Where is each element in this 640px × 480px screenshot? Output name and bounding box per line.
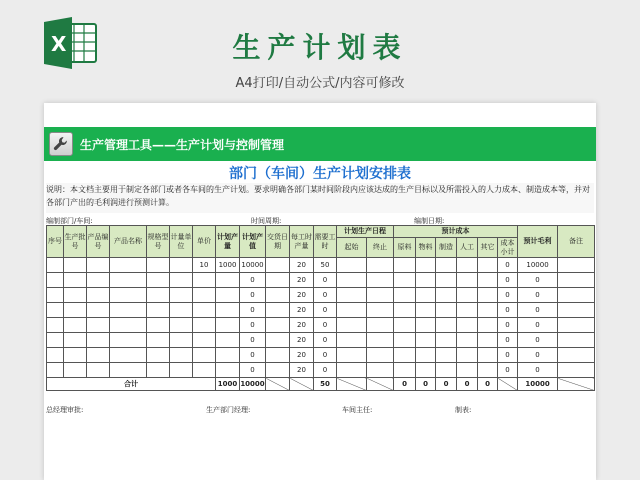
seq-cell[interactable] xyxy=(47,303,64,318)
total-profit: 10000 xyxy=(518,378,558,391)
unit-cell[interactable] xyxy=(170,333,193,348)
end-cell[interactable] xyxy=(367,348,394,363)
end-cell[interactable] xyxy=(367,288,394,303)
total-output: 1000 xyxy=(216,378,240,391)
supplies-cell[interactable] xyxy=(416,288,436,303)
manufacturing-cell[interactable] xyxy=(436,348,457,363)
supplies-cell[interactable] xyxy=(416,303,436,318)
hourly-cell[interactable]: 20 xyxy=(290,348,314,363)
notes-cell[interactable] xyxy=(558,348,595,363)
delivery-cell[interactable] xyxy=(266,303,290,318)
spec-cell[interactable] xyxy=(147,273,170,288)
diag-cell xyxy=(337,378,367,391)
col-supplies: 物料 xyxy=(416,238,436,258)
col-other: 其它 xyxy=(478,238,498,258)
hours-cell[interactable]: 0 xyxy=(314,318,337,333)
spec-cell[interactable] xyxy=(147,303,170,318)
end-cell[interactable] xyxy=(367,363,394,378)
end-cell[interactable] xyxy=(367,273,394,288)
col-end: 终止 xyxy=(367,238,394,258)
table-row xyxy=(47,288,595,303)
end-cell[interactable] xyxy=(367,318,394,333)
product-name-cell[interactable] xyxy=(110,288,147,303)
material-cell[interactable] xyxy=(394,363,416,378)
material-cell[interactable] xyxy=(394,303,416,318)
manufacturing-cell[interactable] xyxy=(436,258,457,273)
product-code-cell[interactable] xyxy=(87,258,110,273)
table-row xyxy=(47,318,595,333)
profit-cell[interactable]: 0 xyxy=(518,333,558,348)
supplies-cell[interactable] xyxy=(416,333,436,348)
diag-cell xyxy=(290,378,314,391)
col-spec: 规格型号 xyxy=(147,226,170,258)
manufacturing-cell[interactable] xyxy=(436,303,457,318)
diag-cell xyxy=(266,378,290,391)
other-cell[interactable] xyxy=(478,333,498,348)
subtotal-cell[interactable]: 0 xyxy=(498,363,518,378)
unit-cell[interactable] xyxy=(170,288,193,303)
profit-cell[interactable]: 0 xyxy=(518,363,558,378)
product-code-cell[interactable] xyxy=(87,303,110,318)
spec-cell[interactable] xyxy=(147,318,170,333)
profit-cell[interactable]: 0 xyxy=(518,348,558,363)
dept-manager-label: 生产部门经理: xyxy=(206,406,251,414)
price-cell[interactable] xyxy=(193,273,216,288)
col-gross-profit: 预计毛利 xyxy=(518,226,558,258)
hours-cell[interactable]: 0 xyxy=(314,273,337,288)
hours-cell[interactable]: 0 xyxy=(314,303,337,318)
product-code-cell[interactable] xyxy=(87,348,110,363)
totals-label: 合计 xyxy=(47,378,216,391)
batch-cell[interactable] xyxy=(64,288,87,303)
value-cell[interactable]: 10000 xyxy=(240,258,266,273)
unit-cell[interactable] xyxy=(170,348,193,363)
delivery-cell[interactable] xyxy=(266,348,290,363)
labor-cell[interactable] xyxy=(457,258,478,273)
col-unit: 计量单位 xyxy=(170,226,193,258)
excel-logo-letter: X xyxy=(51,32,67,56)
value-cell[interactable]: 0 xyxy=(240,333,266,348)
total-value: 10000 xyxy=(240,378,266,391)
plan-table xyxy=(46,225,595,391)
total-other: 0 xyxy=(478,378,498,391)
col-price: 单价 xyxy=(193,226,216,258)
hours-cell[interactable]: 0 xyxy=(314,363,337,378)
supplies-cell[interactable] xyxy=(416,258,436,273)
col-product-name: 产品名称 xyxy=(110,226,147,258)
notes-cell[interactable] xyxy=(558,288,595,303)
col-cost-subtotal: 成本小计 xyxy=(498,238,518,258)
table-row xyxy=(47,258,595,273)
delivery-cell[interactable] xyxy=(266,273,290,288)
delivery-cell[interactable] xyxy=(266,363,290,378)
notes-cell[interactable] xyxy=(558,318,595,333)
other-cell[interactable] xyxy=(478,348,498,363)
sheet-title: 部门（车间）生产计划安排表 xyxy=(229,166,411,182)
other-cell[interactable] xyxy=(478,303,498,318)
seq-cell[interactable] xyxy=(47,318,64,333)
output-cell[interactable] xyxy=(216,333,240,348)
table-row xyxy=(47,273,595,288)
seq-cell[interactable] xyxy=(47,333,64,348)
hourly-cell[interactable]: 20 xyxy=(290,258,314,273)
spec-cell[interactable] xyxy=(147,258,170,273)
col-hours-needed: 需要工时 xyxy=(314,226,337,258)
col-product-code: 产品编号 xyxy=(87,226,110,258)
labor-cell[interactable] xyxy=(457,273,478,288)
spec-cell[interactable] xyxy=(147,333,170,348)
wrench-icon xyxy=(49,132,73,156)
total-supplies: 0 xyxy=(416,378,436,391)
product-name-cell[interactable] xyxy=(110,258,147,273)
output-cell[interactable] xyxy=(216,348,240,363)
supplies-cell[interactable] xyxy=(416,363,436,378)
manufacturing-cell[interactable] xyxy=(436,333,457,348)
col-start: 起始 xyxy=(337,238,367,258)
profit-cell[interactable]: 0 xyxy=(518,303,558,318)
hourly-cell[interactable]: 20 xyxy=(290,363,314,378)
other-cell[interactable] xyxy=(478,258,498,273)
page-subtitle: A4打印/自动公式/内容可修改 xyxy=(235,76,405,91)
spec-cell[interactable] xyxy=(147,288,170,303)
notes-cell[interactable] xyxy=(558,333,595,348)
notes-cell[interactable] xyxy=(558,258,595,273)
col-plan-value: 计划产值 xyxy=(240,226,266,258)
unit-cell[interactable] xyxy=(170,273,193,288)
output-cell[interactable] xyxy=(216,303,240,318)
table-row xyxy=(47,348,595,363)
material-cell[interactable] xyxy=(394,258,416,273)
subtotal-cell[interactable]: 0 xyxy=(498,318,518,333)
table-row xyxy=(47,363,595,378)
output-cell[interactable]: 1000 xyxy=(216,258,240,273)
value-cell[interactable]: 0 xyxy=(240,303,266,318)
unit-cell[interactable] xyxy=(170,318,193,333)
labor-cell[interactable] xyxy=(457,363,478,378)
delivery-cell[interactable] xyxy=(266,333,290,348)
subtotal-cell[interactable]: 0 xyxy=(498,258,518,273)
subtotal-cell[interactable]: 0 xyxy=(498,273,518,288)
notes-cell[interactable] xyxy=(558,303,595,318)
col-plan-output: 计划产量 xyxy=(216,226,240,258)
dept-label: 编制部门/车间: xyxy=(46,217,93,225)
col-batch: 生产批号 xyxy=(64,226,87,258)
product-code-cell[interactable] xyxy=(87,288,110,303)
batch-cell[interactable] xyxy=(64,348,87,363)
product-code-cell[interactable] xyxy=(87,333,110,348)
table-row xyxy=(47,303,595,318)
labor-cell[interactable] xyxy=(457,318,478,333)
batch-cell[interactable] xyxy=(64,318,87,333)
material-cell[interactable] xyxy=(394,318,416,333)
value-cell[interactable]: 0 xyxy=(240,348,266,363)
unit-cell[interactable] xyxy=(170,258,193,273)
product-name-cell[interactable] xyxy=(110,273,147,288)
supplies-cell[interactable] xyxy=(416,348,436,363)
other-cell[interactable] xyxy=(478,273,498,288)
batch-cell[interactable] xyxy=(64,258,87,273)
col-hourly-output: 每工时产量 xyxy=(290,226,314,258)
date-label: 编制日期: xyxy=(414,217,445,225)
notes-cell[interactable] xyxy=(558,273,595,288)
price-cell[interactable] xyxy=(193,333,216,348)
hourly-cell[interactable]: 20 xyxy=(290,273,314,288)
product-code-cell[interactable] xyxy=(87,363,110,378)
period-label: 时间周期: xyxy=(251,217,282,225)
product-code-cell[interactable] xyxy=(87,273,110,288)
price-cell[interactable] xyxy=(193,348,216,363)
table-row xyxy=(47,333,595,348)
end-cell[interactable] xyxy=(367,303,394,318)
sheet-description: 说明：本文档主要用于制定各部门或者各车间的生产计划。要求明确各部门某时间阶段内应该达成的生产目标以及所需投入的人力成本、制造成本等，并对各部门产出的毛利润进行预测计算。 xyxy=(46,183,594,213)
unit-cell[interactable] xyxy=(170,363,193,378)
page-title: 生产计划表 xyxy=(232,31,408,64)
output-cell[interactable] xyxy=(216,288,240,303)
subtotal-cell[interactable]: 0 xyxy=(498,333,518,348)
price-cell[interactable]: 10 xyxy=(193,258,216,273)
material-cell[interactable] xyxy=(394,288,416,303)
labor-cell[interactable] xyxy=(457,288,478,303)
end-cell[interactable] xyxy=(367,333,394,348)
gm-approval-label: 总经理审批: xyxy=(46,406,84,414)
workshop-director-label: 车间主任: xyxy=(342,406,373,414)
total-labor: 0 xyxy=(457,378,478,391)
profit-cell[interactable]: 0 xyxy=(518,288,558,303)
diag-cell xyxy=(558,378,595,391)
supplies-cell[interactable] xyxy=(416,318,436,333)
col-cost-group: 预计成本 xyxy=(394,226,518,238)
manufacturing-cell[interactable] xyxy=(436,273,457,288)
start-cell[interactable] xyxy=(337,288,367,303)
end-cell[interactable] xyxy=(367,258,394,273)
value-cell[interactable]: 0 xyxy=(240,363,266,378)
other-cell[interactable] xyxy=(478,288,498,303)
hourly-cell[interactable]: 20 xyxy=(290,333,314,348)
col-schedule-group: 计划生产日程 xyxy=(337,226,394,238)
material-cell[interactable] xyxy=(394,333,416,348)
start-cell[interactable] xyxy=(337,318,367,333)
col-notes: 备注 xyxy=(558,226,595,258)
hours-cell[interactable]: 0 xyxy=(314,348,337,363)
product-name-cell[interactable] xyxy=(110,333,147,348)
subtotal-cell[interactable]: 0 xyxy=(498,303,518,318)
supplies-cell[interactable] xyxy=(416,273,436,288)
batch-cell[interactable] xyxy=(64,303,87,318)
batch-cell[interactable] xyxy=(64,363,87,378)
start-cell[interactable] xyxy=(337,273,367,288)
spec-cell[interactable] xyxy=(147,348,170,363)
col-labor: 人工 xyxy=(457,238,478,258)
col-material: 原料 xyxy=(394,238,416,258)
price-cell[interactable] xyxy=(193,303,216,318)
start-cell[interactable] xyxy=(337,348,367,363)
notes-cell[interactable] xyxy=(558,363,595,378)
labor-cell[interactable] xyxy=(457,348,478,363)
col-seq: 序号 xyxy=(47,226,64,258)
spreadsheet-preview xyxy=(44,103,596,480)
start-cell[interactable] xyxy=(337,258,367,273)
seq-cell[interactable] xyxy=(47,288,64,303)
seq-cell[interactable] xyxy=(47,273,64,288)
product-name-cell[interactable] xyxy=(110,303,147,318)
batch-cell[interactable] xyxy=(64,273,87,288)
product-code-cell[interactable] xyxy=(87,318,110,333)
price-cell[interactable] xyxy=(193,288,216,303)
banner-text: 生产管理工具——生产计划与控制管理 xyxy=(80,137,285,152)
spec-cell[interactable] xyxy=(147,363,170,378)
col-manufacturing: 制造 xyxy=(436,238,457,258)
delivery-cell[interactable] xyxy=(266,318,290,333)
start-cell[interactable] xyxy=(337,363,367,378)
profit-cell[interactable]: 10000 xyxy=(518,258,558,273)
total-material: 0 xyxy=(394,378,416,391)
value-cell[interactable]: 0 xyxy=(240,288,266,303)
diag-cell xyxy=(367,378,394,391)
output-cell[interactable] xyxy=(216,273,240,288)
price-cell[interactable] xyxy=(193,363,216,378)
material-cell[interactable] xyxy=(394,348,416,363)
unit-cell[interactable] xyxy=(170,303,193,318)
hours-cell[interactable]: 0 xyxy=(314,333,337,348)
profit-cell[interactable]: 0 xyxy=(518,273,558,288)
delivery-cell[interactable] xyxy=(266,258,290,273)
batch-cell[interactable] xyxy=(64,333,87,348)
prepared-by-label: 制表: xyxy=(455,406,472,414)
diag-cell xyxy=(498,378,518,391)
hourly-cell[interactable]: 20 xyxy=(290,303,314,318)
material-cell[interactable] xyxy=(394,273,416,288)
price-cell[interactable] xyxy=(193,318,216,333)
product-name-cell[interactable] xyxy=(110,348,147,363)
hourly-cell[interactable]: 20 xyxy=(290,318,314,333)
seq-cell[interactable] xyxy=(47,348,64,363)
start-cell[interactable] xyxy=(337,303,367,318)
hours-cell[interactable]: 0 xyxy=(314,288,337,303)
subtotal-cell[interactable]: 0 xyxy=(498,288,518,303)
totals-row xyxy=(47,378,595,391)
profit-cell[interactable]: 0 xyxy=(518,318,558,333)
seq-cell[interactable] xyxy=(47,363,64,378)
seq-cell[interactable] xyxy=(47,258,64,273)
product-name-cell[interactable] xyxy=(110,318,147,333)
other-cell[interactable] xyxy=(478,318,498,333)
subtotal-cell[interactable]: 0 xyxy=(498,348,518,363)
value-cell[interactable]: 0 xyxy=(240,318,266,333)
manufacturing-cell[interactable] xyxy=(436,363,457,378)
delivery-cell[interactable] xyxy=(266,288,290,303)
labor-cell[interactable] xyxy=(457,303,478,318)
total-manufacturing: 0 xyxy=(436,378,457,391)
output-cell[interactable] xyxy=(216,363,240,378)
hours-cell[interactable]: 50 xyxy=(314,258,337,273)
value-cell[interactable]: 0 xyxy=(240,273,266,288)
other-cell[interactable] xyxy=(478,363,498,378)
product-name-cell[interactable] xyxy=(110,363,147,378)
manufacturing-cell[interactable] xyxy=(436,288,457,303)
table-body xyxy=(47,258,595,378)
start-cell[interactable] xyxy=(337,333,367,348)
tool-banner xyxy=(44,127,596,161)
output-cell[interactable] xyxy=(216,318,240,333)
col-delivery: 交货日期 xyxy=(266,226,290,258)
hourly-cell[interactable]: 20 xyxy=(290,288,314,303)
labor-cell[interactable] xyxy=(457,333,478,348)
manufacturing-cell[interactable] xyxy=(436,318,457,333)
total-hours: 50 xyxy=(314,378,337,391)
